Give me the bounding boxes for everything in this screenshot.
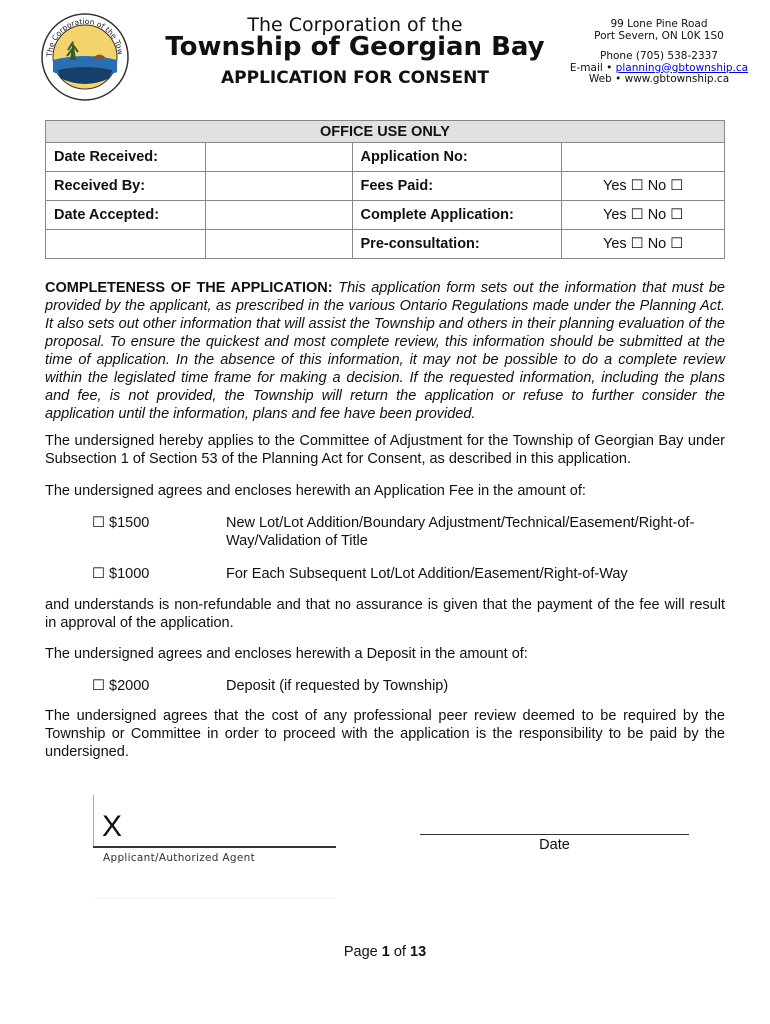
deposit-amount[interactable]: ☐ $2000 [92, 678, 150, 694]
current-page: 1 [381, 944, 390, 960]
fee-description: For Each Subsequent Lot/Lot Addition/Easement/Right-of-Way [226, 566, 628, 582]
total-pages: 13 [410, 944, 427, 960]
address-line-2: Port Severn, ON L0K 1S0 [594, 29, 724, 42]
fees-paid-yes-no[interactable]: Yes ☐ No ☐ [562, 172, 725, 201]
deposit-description: Deposit (if requested by Township) [226, 678, 449, 694]
signature-mark: X [102, 810, 123, 843]
completeness-paragraph [45, 279, 725, 423]
email-line: E-mail • planning@gbtownship.ca [569, 61, 749, 74]
cell-label: Fees Paid: [352, 172, 562, 201]
cell-label: Pre-consultation: [352, 230, 562, 259]
corporation-line: The Corporation of the [247, 14, 463, 36]
pre-consultation-yes-no[interactable]: Yes ☐ No ☐ [562, 230, 725, 259]
cell-label [46, 230, 206, 259]
page-number: Page 1 of 13 [343, 944, 427, 960]
web-line: Web • www.gbtownship.ca [588, 73, 730, 85]
township-seal-logo [40, 12, 130, 102]
peer-review-paragraph: The undersigned agrees that the cost of any professional peer review deemed to be required by the Township or Committee in order to proceed with the application is the responsibility to be paid by the undersigned. [45, 708, 725, 760]
fee-description: New Lot/Lot Addition/Boundary Adjustment/Technical/Easement/Right-of-Way/Validation of Title [226, 515, 695, 549]
non-refundable-paragraph: and understands is non-refundable and that no assurance is given that the payment of the fee will result in approval of the application. [45, 597, 725, 631]
applies-paragraph: The undersigned hereby applies to the Committee of Adjustment for the Township of Georgian Bay under Subsection 1 of Section 53 of the Planning Act for Consent, as described in this application. [45, 433, 725, 467]
address-line-1: 99 Lone Pine Road [610, 18, 708, 30]
deposit-intro-paragraph: The undersigned agrees and encloses herewith a Deposit in the amount of: [45, 646, 528, 662]
completeness-heading: COMPLETENESS OF THE APPLICATION: [45, 280, 333, 296]
cell-label: Date Accepted: [46, 201, 206, 230]
signature-line[interactable] [93, 846, 336, 848]
township-name: Township of Georgian Bay [165, 32, 545, 62]
fee-amount[interactable]: ☐ $1000 [92, 566, 150, 582]
empty-field[interactable] [205, 230, 352, 259]
cell-label: Received By: [46, 172, 206, 201]
signature-box-edge [93, 795, 94, 847]
table-row [46, 230, 725, 259]
date-accepted-field[interactable] [205, 201, 352, 230]
received-by-field[interactable] [205, 172, 352, 201]
cell-label: Application No: [352, 143, 562, 172]
completeness-body: This application form sets out the information that must be provided by the applicant, as prescribed in the various Ontario Regulations made under the Planning Act. It also sets out other information that will assist the Township and others in their planning evaluation of the proposal. To ensure the quickest and most complete review, this information should be submitted at the time of application. In the absence of this information, it may not be possible to do a complete review within the legislated time frame for making a decision. If the requested information, including the plans and fee, is not provided, the Township will return the application or refuse to further consider the application until the information, plans and fee have been provided. [45, 280, 725, 422]
phone-line: Phone (705) 538-2337 [600, 50, 718, 62]
cell-label: Complete Application: [352, 201, 562, 230]
fee-option-1500[interactable] [45, 514, 725, 554]
cell-label: Date Received: [46, 143, 206, 172]
date-label: Date [539, 837, 570, 853]
date-received-field[interactable] [205, 143, 352, 172]
fee-amount[interactable]: ☐ $1500 [92, 515, 150, 531]
table-row [46, 201, 725, 230]
date-line[interactable] [420, 834, 689, 835]
deposit-option-2000[interactable] [45, 677, 725, 697]
document-title: APPLICATION FOR CONSENT [221, 68, 489, 88]
contact-block [560, 19, 758, 86]
svg-text:The Corporation of the Townshi: The Corporation of the Tow [44, 16, 126, 58]
signature-box-bottom [93, 898, 336, 899]
office-use-table [45, 120, 725, 259]
fee-intro-paragraph: The undersigned agrees and encloses herewith an Application Fee in the amount of: [45, 483, 586, 499]
email-link[interactable]: planning@gbtownship.ca [615, 61, 749, 74]
application-no-field[interactable] [562, 143, 725, 172]
complete-application-yes-no[interactable]: Yes ☐ No ☐ [562, 201, 725, 230]
fee-option-1000[interactable] [45, 565, 725, 585]
signature-label: Applicant/Authorized Agent [103, 852, 255, 864]
office-use-heading: OFFICE USE ONLY [46, 121, 725, 143]
table-row [46, 143, 725, 172]
table-row [46, 172, 725, 201]
